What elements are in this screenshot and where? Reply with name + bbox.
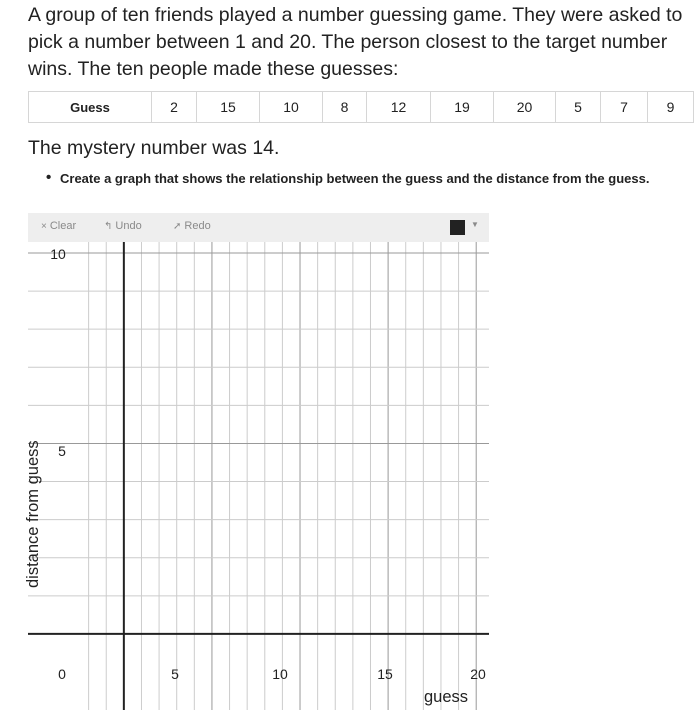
instruction-item: • Create a graph that shows the relationship between the guess and the distance from the guess. [46,170,666,187]
graph-toolbar [28,213,489,242]
y-axis-label: distance from guess [24,440,42,588]
y-tick-label: 5 [58,443,66,459]
close-icon: × [41,221,47,232]
undo-button[interactable] [104,220,142,232]
axes [28,242,489,710]
x-tick-label: 5 [171,666,179,682]
guess-table-row [29,92,694,123]
undo-label: Undo [115,220,142,232]
guess-cell: 12 [367,92,431,123]
guess-cell: 2 [152,92,197,123]
clear-label: Clear [49,220,77,232]
y-tick-label: 10 [50,246,66,262]
tick-labels [50,246,486,682]
redo-icon: ➚ [173,221,182,232]
guess-cell: 8 [323,92,367,123]
x-tick-label: 0 [58,666,66,682]
instruction-list [46,170,666,187]
guess-cell: 9 [648,92,694,123]
mystery-number-text: The mystery number was 14. [28,137,280,159]
redo-button[interactable] [173,220,211,232]
undo-icon: ↰ [104,221,113,232]
x-tick-label: 20 [470,666,486,682]
guess-cell: 19 [431,92,494,123]
guess-cell: 10 [260,92,323,123]
guess-cell: 20 [494,92,556,123]
guess-cell: 15 [197,92,260,123]
guess-cell: 5 [556,92,601,123]
guess-table-header: Guess [29,92,152,123]
guess-cell: 7 [601,92,648,123]
graph-canvas[interactable] [28,242,489,710]
clear-button[interactable] [41,220,76,232]
problem-intro: A group of ten friends played a number guessing game. They were asked to pick a number between 1 and 20. The person closest to the target number wins. The ten people made these guesses: [28,4,683,80]
graphing-tool [24,213,489,710]
color-swatch-button[interactable] [450,220,465,235]
x-tick-label: 15 [377,666,393,682]
x-tick-label: 10 [272,666,288,682]
grid-lines [28,242,489,710]
guess-table [28,91,694,123]
chevron-down-icon[interactable]: ▼ [471,220,479,229]
x-axis-label: guess [423,688,469,706]
redo-label: Redo [184,220,211,232]
